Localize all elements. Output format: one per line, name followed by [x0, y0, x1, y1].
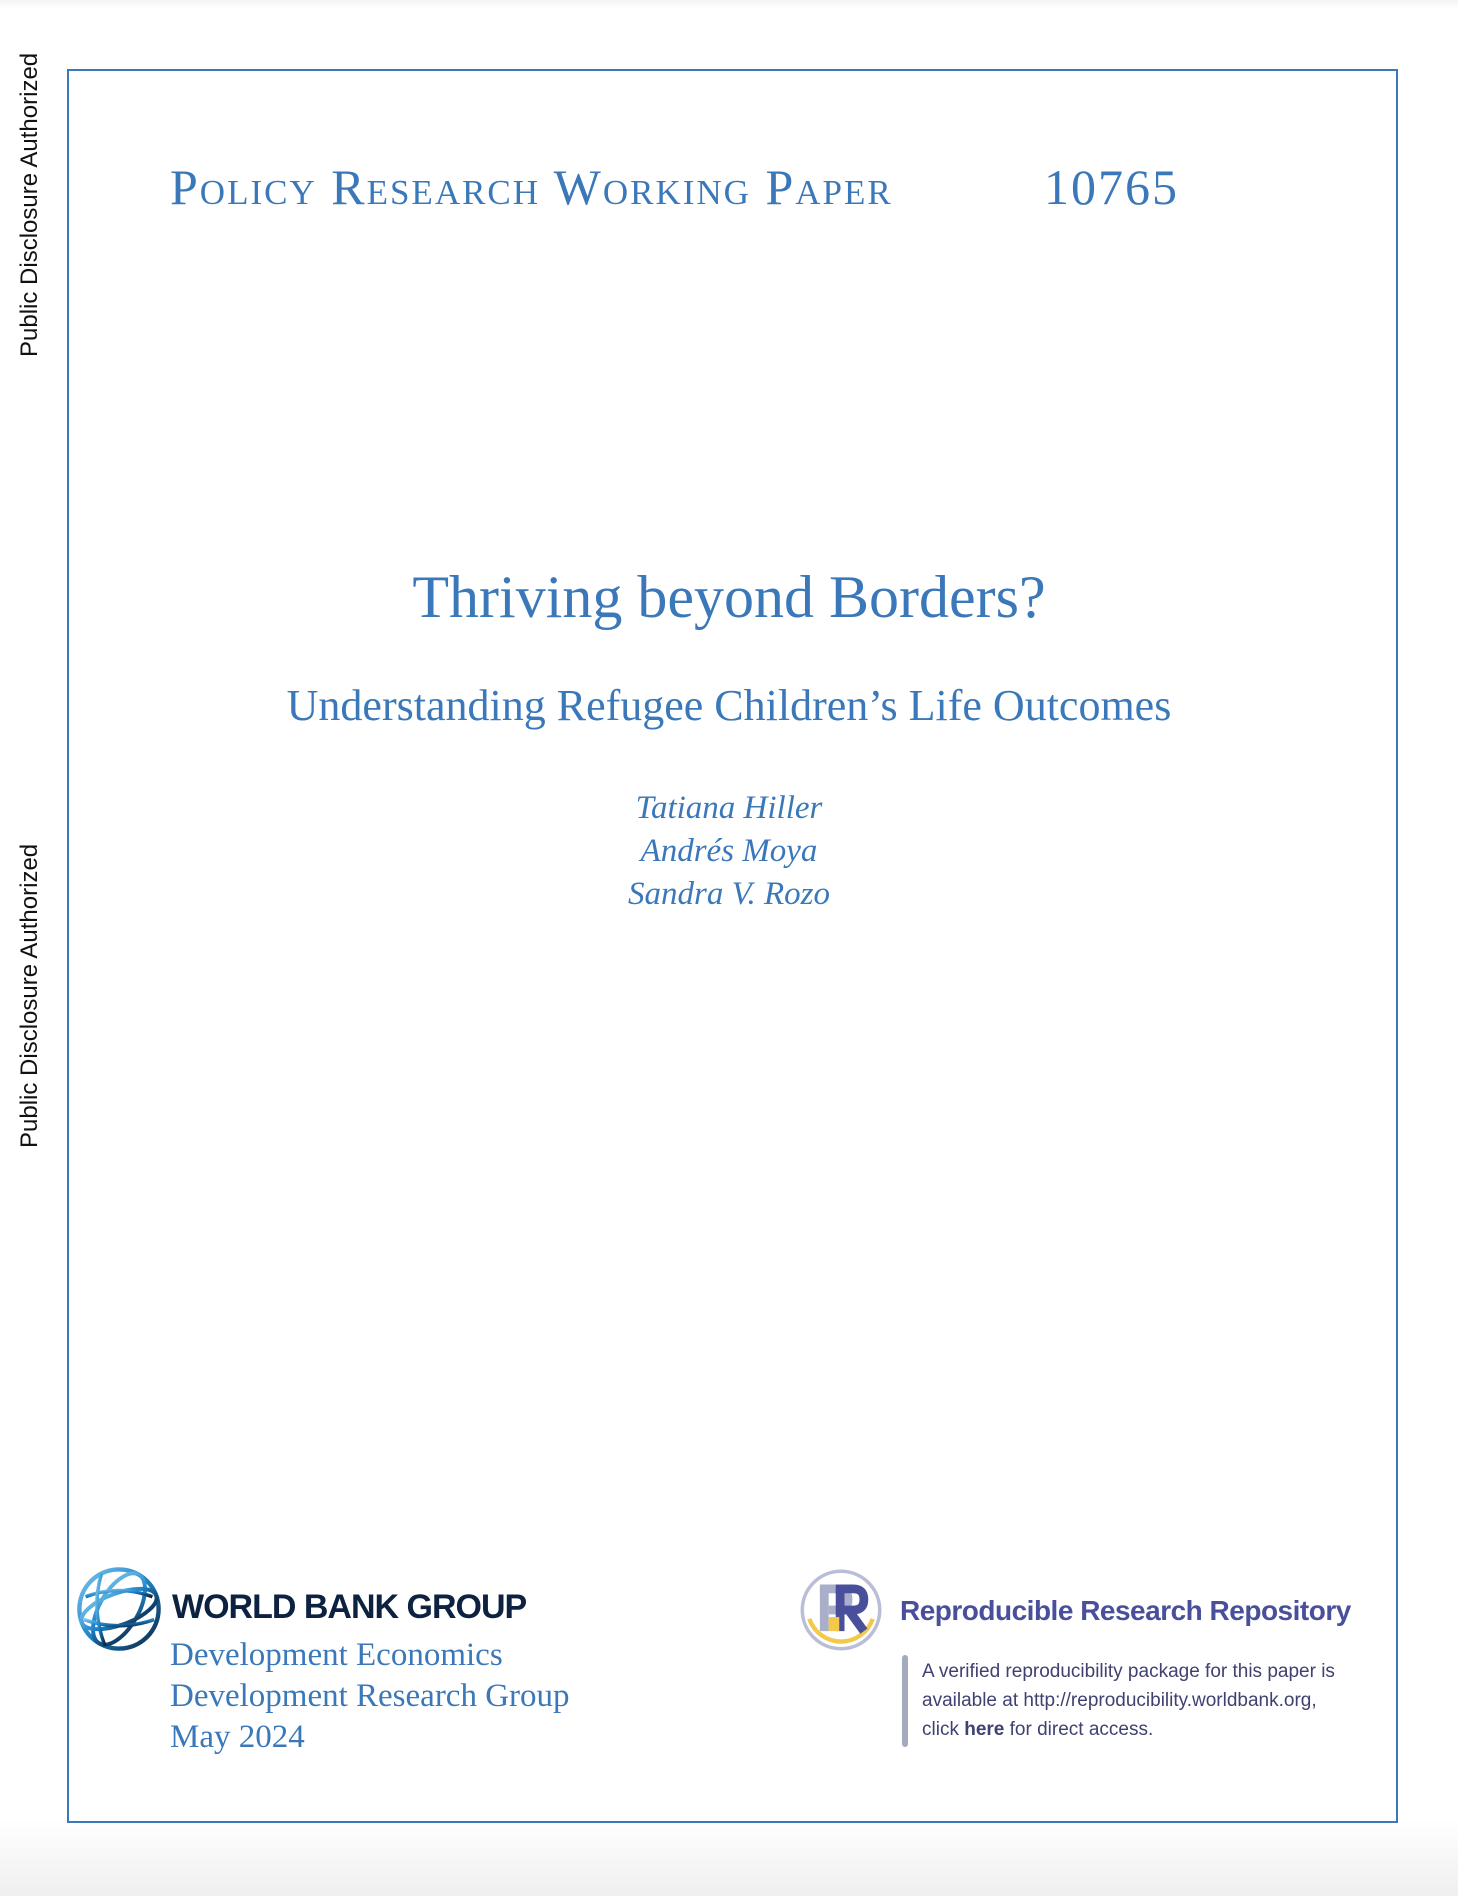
publisher-name: WORLD BANK GROUP: [172, 1588, 527, 1626]
publisher-details: [170, 1635, 570, 1758]
cover-frame: [67, 69, 1398, 1823]
repository-note-text: for direct access.: [1004, 1719, 1154, 1740]
repository-note: [922, 1657, 1335, 1744]
repository-name: Reproducible Research Repository: [900, 1595, 1351, 1626]
publication-date: May 2024: [170, 1719, 305, 1755]
paper-title: Thriving beyond Borders?: [412, 564, 1046, 630]
quote-bar: [902, 1655, 908, 1747]
paper-number: 10765: [1044, 159, 1179, 215]
direct-access-link[interactable]: here: [964, 1719, 1005, 1740]
repository-note-text: click: [922, 1719, 965, 1740]
author-name: Sandra V. Rozo: [628, 876, 830, 912]
author-name: Andrés Moya: [640, 833, 818, 869]
publisher-group: Development Research Group: [170, 1678, 570, 1714]
repository-note-line: [922, 1715, 1335, 1744]
rr-logo-icon: [797, 1566, 885, 1654]
globe-icon: [75, 1565, 163, 1653]
publisher-unit: Development Economics: [170, 1637, 503, 1673]
series-name: Policy Research Working Paper: [170, 159, 893, 215]
disclosure-label-top: Public Disclosure Authorized: [16, 52, 43, 357]
paper-subtitle: Understanding Refugee Children’s Life Outcomes: [286, 681, 1172, 730]
author-list: [0, 787, 1458, 916]
author-name: Tatiana Hiller: [635, 790, 823, 826]
repository-note-line: available at http://reproducibility.worldbank.org,: [922, 1690, 1317, 1711]
disclosure-label-bottom: Public Disclosure Authorized: [16, 843, 43, 1148]
repository-note-line: A verified reproducibility package for this paper is: [922, 1661, 1335, 1682]
